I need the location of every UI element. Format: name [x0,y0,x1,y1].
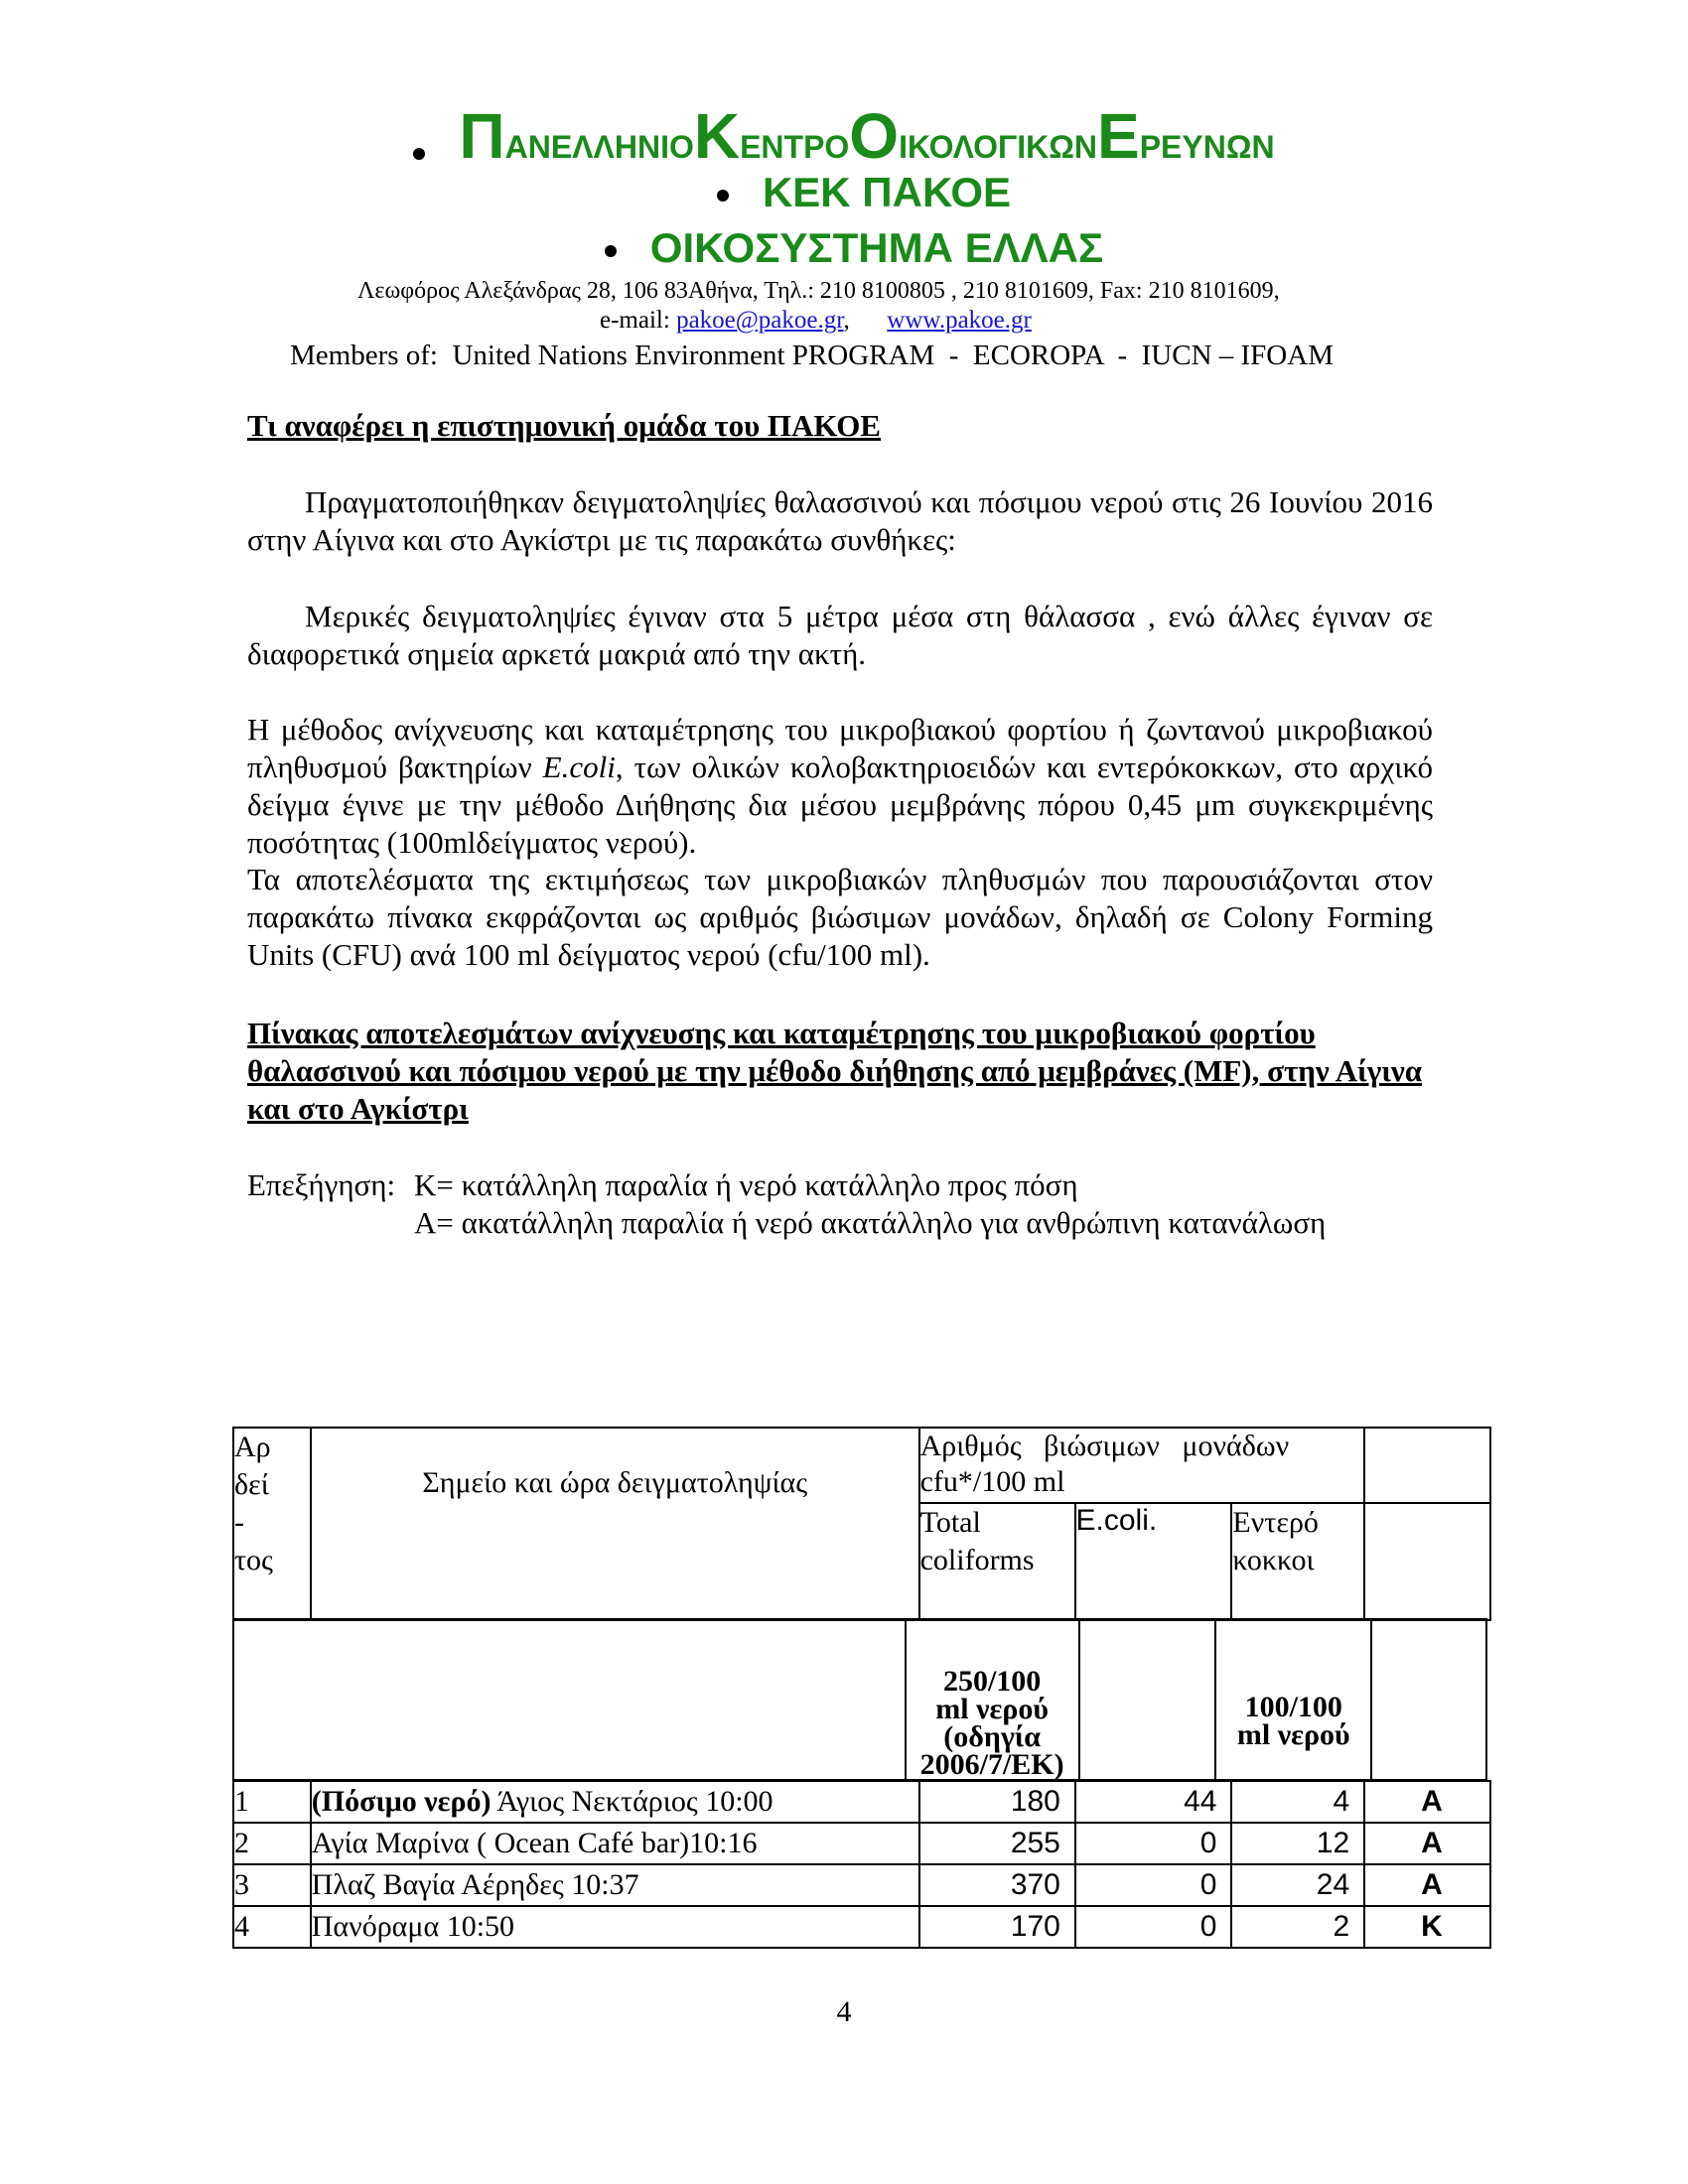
row-total-coliforms: 370 [919,1864,1075,1906]
row-enterococci: 4 [1231,1781,1364,1823]
organization-name: ΠΑΝΕΛΛΗΝΙΟΚΕΝΤΡΟΟΙΚΟΛΟΓΙΚΩΝΕΡΕΥΝΩΝ [0,101,1688,171]
organization-subtitle: ΚΕΚ ΠΑΚΟΕ [0,167,1688,218]
row-grade: Α [1364,1823,1490,1864]
paragraph-method: Η μέθοδος ανίχνευσης και καταμέτρησης του μικροβιακού φορτίου ή ζωντανού μικροβιακού πληθυσμού βακτηρίων E.coli, των ολικών κολοβακτηριοειδών και εντερόκοκκων, στο αρχικό δείγμα έγινε με την μέθοδο Διήθησης δια μέσου μεμβράνης πόρου 0,45 μm συγκεκριμένης ποσότητας (100mlδείγματος νερού). [247,712,1433,860]
section-title: Τι αναφέρει η επιστημονική ομάδα του ΠΑΚΟΕ [247,408,881,443]
header-grade-blank [1364,1503,1490,1620]
results-table-header [232,1427,1491,1621]
table-row [233,1823,1490,1864]
table-row [233,1781,1490,1823]
header-ecoli: E.coli. [1075,1503,1232,1620]
row-ecoli: 44 [1075,1781,1232,1823]
row-total-coliforms: 255 [919,1823,1075,1864]
row-sampling-point: Αγία Μαρίνα ( Ocean Café bar)10:16 [311,1823,919,1864]
legend-unsuitable: Α= ακατάλληλη παραλία ή νερό ακατάλληλο για ανθρώπινη κατανάλωση [414,1205,1327,1240]
row-number: 4 [233,1906,311,1948]
row-sampling-point: Πανόραμα 10:50 [311,1906,919,1948]
results-table-body [232,1780,1491,1949]
header-sampling-point: Σημείο και ώρα δειγματοληψίας [311,1428,919,1620]
row-enterococci: 24 [1231,1864,1364,1906]
address-line: Λεωφόρος Αλεξάνδρας 28, 106 83Αθήνα, Τηλ.: 210 8100805 , 210 8101609, Fax: 210 8101609, [357,278,1280,304]
row-grade: Α [1364,1781,1490,1823]
row-grade: Κ [1364,1906,1490,1948]
header-enterococci: Εντερό κοκκοι [1231,1503,1364,1620]
header-total-coliforms: Total coliforms [919,1503,1075,1620]
row-ecoli: 0 [1075,1823,1232,1864]
page-number: 4 [836,1995,852,2028]
legend-suitable: Κ= κατάλληλη παραλία ή νερό κατάλληλο προς πόση [414,1167,1078,1202]
table-title: Πίνακας αποτελεσμάτων ανίχνευσης και καταμέτρησης του μικροβιακού φορτίου θαλασσινού και πόσιμου νερού με την μέθοδο διήθησης από μεμβράνες (MF), στην Αίγινα και στο Αγκίστρι [247,1016,1423,1126]
paragraph-locations: Μερικές δειγματοληψίες έγιναν στα 5 μέτρα μέσα στη θάλασσα , ενώ άλλες έγιναν σε διαφορετικά σημεία αρκετά μακριά από την ακτή. [247,599,1433,671]
limit-ecoli-blank [1079,1619,1216,1780]
limit-enterococci: 100/100 ml νερού [1215,1619,1371,1780]
row-number: 1 [233,1781,311,1823]
bullet-icon [717,190,729,202]
row-total-coliforms: 180 [919,1781,1075,1823]
paragraph-results: Τα αποτελέσματα της εκτιμήσεως των μικροβιακών πληθυσμών που παρουσιάζονται στον παρακάτω πίνακα εκφράζονται ως αριθμός βιώσιμων μονάδων, δηλαδή σε Colony Forming Units (CFU) ανά 100 ml δείγματος νερού (cfu/100 ml). [247,862,1433,972]
bullet-icon [605,245,617,257]
row-number: 3 [233,1864,311,1906]
contact-line: e-mail: pakoe@pakoe.gr, www.pakoe.gr [600,307,1032,334]
header-viable-units: Αριθμός βιώσιμων μονάδων cfu*/100 ml [919,1428,1365,1503]
header-grade-blank [1364,1428,1490,1503]
members-line: Members of: United Nations Environment PROGRAM - ECOROPA - IUCN – IFOAM [290,340,1334,371]
row-ecoli: 0 [1075,1906,1232,1948]
row-sampling-point: Πλαζ Βαγία Αέρηδες 10:37 [311,1864,919,1906]
legend-label: Επεξήγηση: [247,1167,396,1202]
paragraph-sampling: Πραγματοποιήθηκαν δειγματοληψίες θαλασσινού και πόσιμου νερού στις 26 Ιουνίου 2016 στην Αίγινα και στο Αγκίστρι με τις παρακάτω συνθήκες: [247,484,1433,557]
limit-total-coliforms: 250/100 ml νερού (οδηγία 2006/7/ΕΚ) [906,1619,1079,1780]
row-enterococci: 2 [1231,1906,1364,1948]
email-link[interactable]: pakoe@pakoe.gr [676,307,844,334]
row-enterococci: 12 [1231,1823,1364,1864]
website-link[interactable]: www.pakoe.gr [887,307,1032,334]
bullet-icon [413,148,425,160]
limits-blank [233,1619,906,1780]
results-table-limits [232,1618,1487,1781]
row-sampling-point: (Πόσιμο νερό) Άγιος Νεκτάριος 10:00 [311,1781,919,1823]
table-row [233,1864,1490,1906]
row-number: 2 [233,1823,311,1864]
row-grade: Α [1364,1864,1490,1906]
limit-grade-blank [1371,1619,1486,1780]
header-sample-number: Αρ δεί - τος [233,1428,311,1620]
row-ecoli: 0 [1075,1864,1232,1906]
organization-program: ΟΙΚΟΣΥΣΤΗΜΑ ΕΛΛΑΣ [0,222,1688,274]
row-total-coliforms: 170 [919,1906,1075,1948]
table-row [233,1906,1490,1948]
